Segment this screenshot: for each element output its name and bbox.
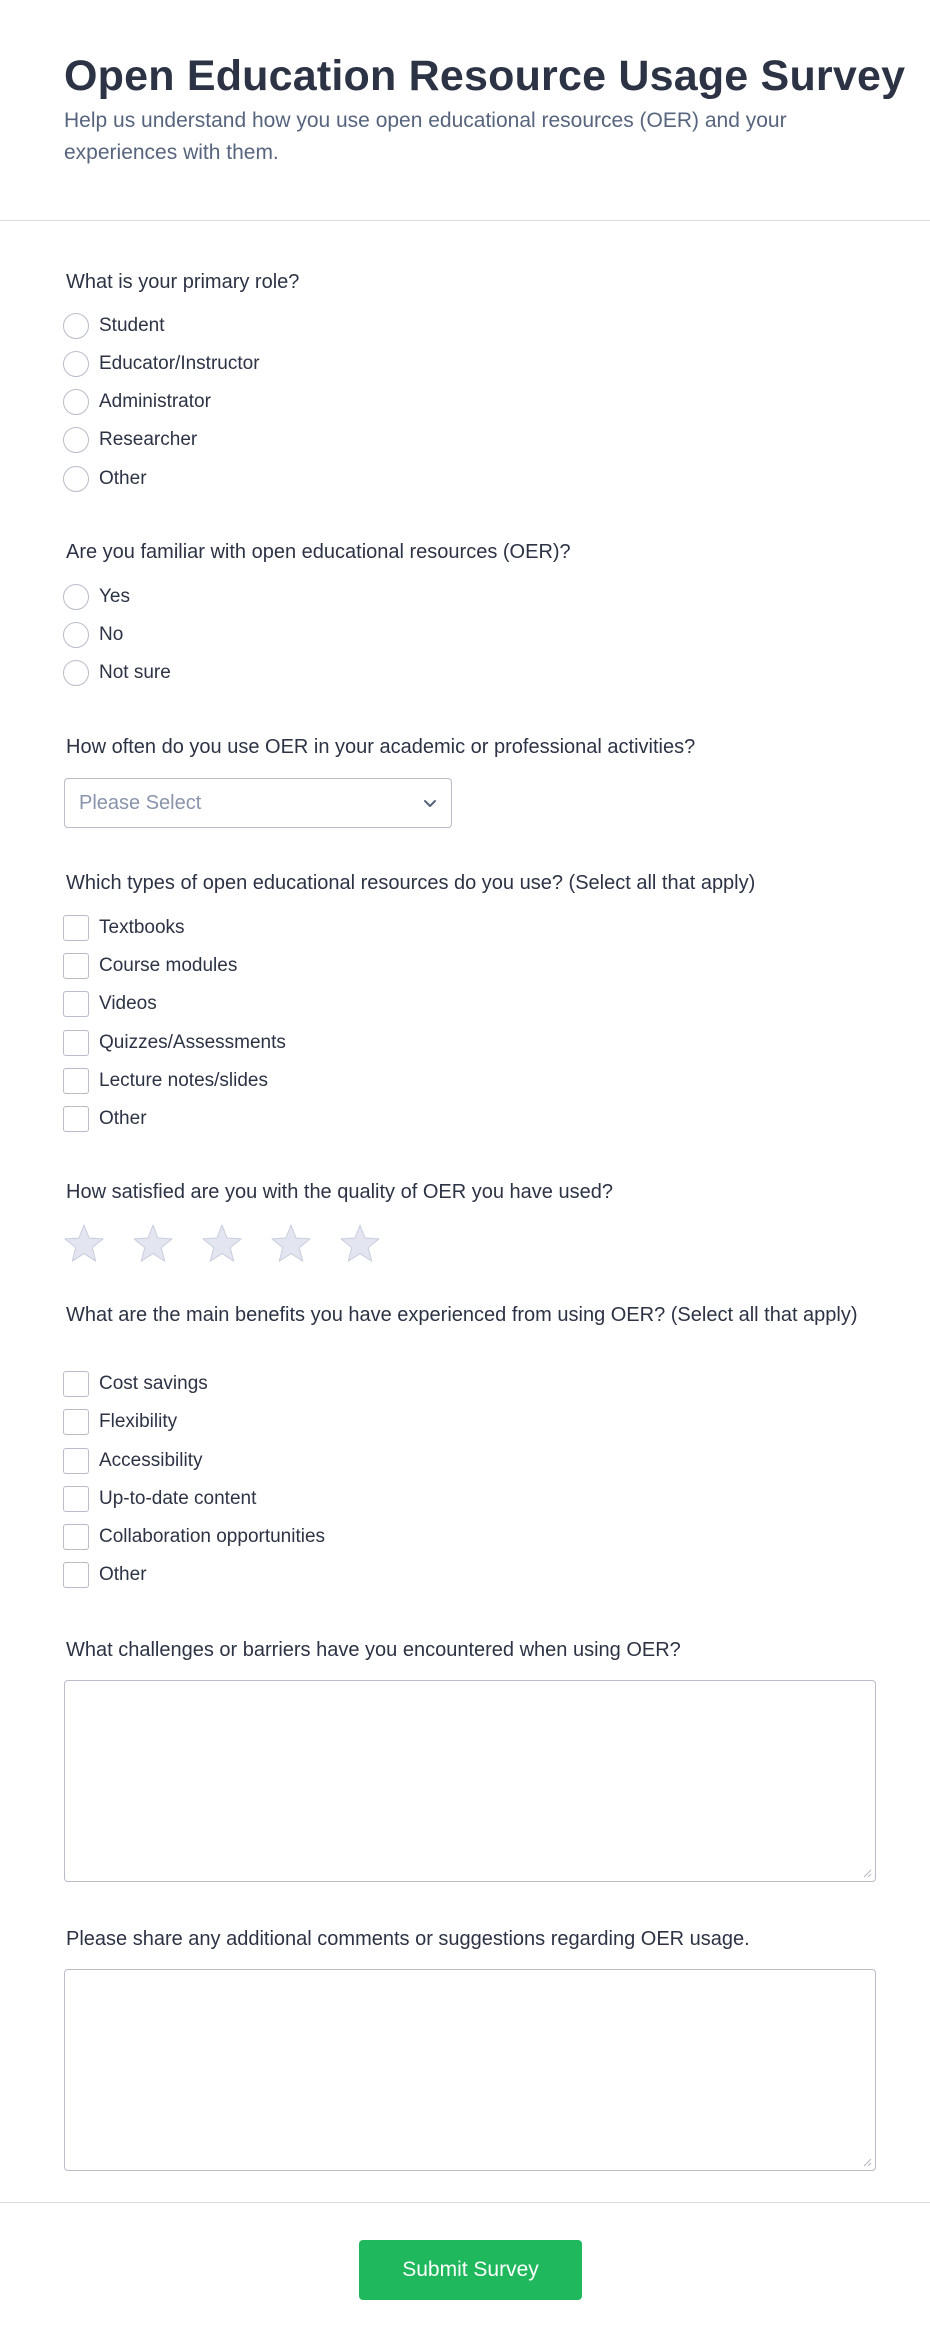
checkbox-option-cost-savings[interactable]	[63, 1370, 208, 1398]
form-footer	[0, 2202, 930, 2347]
star-icon[interactable]	[132, 1223, 174, 1265]
radio-option-label: Educator/Instructor	[99, 353, 260, 374]
star-icon[interactable]	[339, 1223, 381, 1265]
question-frequency: How often do you use OER in your academic or professional activities?	[66, 736, 696, 758]
checkbox[interactable]	[63, 1486, 89, 1512]
checkbox-option-label: Flexibility	[99, 1411, 178, 1432]
radio-option-label: Not sure	[99, 662, 171, 683]
question-challenges: What challenges or barriers have you encountered when using OER?	[66, 1639, 681, 1661]
submit-survey-button[interactable]: Submit Survey	[359, 2240, 582, 2300]
resize-grip-icon[interactable]	[862, 1868, 872, 1878]
checkbox[interactable]	[63, 1409, 89, 1435]
radio-button[interactable]	[63, 351, 89, 377]
checkbox-option-label: Cost savings	[99, 1373, 208, 1394]
radio-option-student[interactable]	[63, 312, 165, 340]
checkbox-option-label: Lecture notes/slides	[99, 1070, 268, 1091]
radio-option-label: Yes	[99, 586, 130, 607]
checkbox-option-benefits-other[interactable]	[63, 1561, 147, 1589]
radio-option-other[interactable]	[63, 465, 147, 493]
question-role: What is your primary role?	[66, 271, 300, 293]
star-icon[interactable]	[63, 1223, 105, 1265]
question-types: Which types of open educational resources do you use? (Select all that apply)	[66, 872, 756, 894]
checkbox[interactable]	[63, 953, 89, 979]
radio-option-label: No	[99, 624, 124, 645]
radio-option-educator[interactable]	[63, 350, 260, 378]
checkbox[interactable]	[63, 1106, 89, 1132]
radio-button[interactable]	[63, 466, 89, 492]
checkbox-option-quizzes[interactable]	[63, 1029, 286, 1057]
checkbox-option-label: Other	[99, 1564, 147, 1585]
star-rating	[63, 1223, 403, 1265]
radio-button[interactable]	[63, 427, 89, 453]
checkbox-option-lecture-notes[interactable]	[63, 1067, 268, 1095]
checkbox-option-other[interactable]	[63, 1105, 147, 1133]
radio-button[interactable]	[63, 389, 89, 415]
checkbox-option-accessibility[interactable]	[63, 1447, 202, 1475]
radio-button[interactable]	[63, 584, 89, 610]
radio-option-label: Student	[99, 315, 165, 336]
radio-button[interactable]	[63, 660, 89, 686]
checkbox-option-label: Textbooks	[99, 917, 185, 938]
checkbox-option-label: Quizzes/Assessments	[99, 1032, 286, 1053]
checkbox[interactable]	[63, 1524, 89, 1550]
checkbox-option-label: Course modules	[99, 955, 238, 976]
radio-option-yes[interactable]	[63, 583, 130, 611]
checkbox[interactable]	[63, 1562, 89, 1588]
radio-option-not-sure[interactable]	[63, 659, 171, 687]
checkbox-option-label: Other	[99, 1108, 147, 1129]
checkbox-option-collaboration[interactable]	[63, 1523, 325, 1551]
radio-button[interactable]	[63, 313, 89, 339]
checkbox-option-course-modules[interactable]	[63, 952, 237, 980]
question-comments: Please share any additional comments or suggestions regarding OER usage.	[66, 1928, 750, 1950]
dropdown-placeholder: Please Select	[79, 791, 202, 814]
challenges-textarea[interactable]	[64, 1680, 876, 1882]
star-icon[interactable]	[201, 1223, 243, 1265]
checkbox-option-up-to-date[interactable]	[63, 1485, 256, 1513]
chevron-down-icon	[421, 794, 439, 812]
checkbox[interactable]	[63, 991, 89, 1017]
radio-option-no[interactable]	[63, 621, 123, 649]
checkbox[interactable]	[63, 1448, 89, 1474]
checkbox-option-flexibility[interactable]	[63, 1408, 177, 1436]
form-subtitle: Help us understand how you use open educational resources (OER) and your experiences with them.	[64, 109, 787, 164]
star-icon[interactable]	[270, 1223, 312, 1265]
form-title: Open Education Resource Usage Survey	[64, 52, 906, 100]
radio-button[interactable]	[63, 622, 89, 648]
checkbox[interactable]	[63, 1371, 89, 1397]
checkbox[interactable]	[63, 1068, 89, 1094]
checkbox-option-label: Videos	[99, 993, 157, 1014]
radio-option-label: Administrator	[99, 391, 211, 412]
checkbox-option-label: Collaboration opportunities	[99, 1526, 326, 1547]
checkbox-option-label: Accessibility	[99, 1450, 203, 1471]
question-benefits: What are the main benefits you have experienced from using OER? (Select all that apply)	[66, 1304, 858, 1326]
checkbox-option-label: Up-to-date content	[99, 1488, 257, 1509]
checkbox[interactable]	[63, 1030, 89, 1056]
radio-option-label: Researcher	[99, 429, 198, 450]
form-header	[0, 0, 930, 221]
radio-option-label: Other	[99, 468, 147, 489]
radio-option-administrator[interactable]	[63, 388, 211, 416]
comments-textarea[interactable]	[64, 1969, 876, 2171]
resize-grip-icon[interactable]	[862, 2157, 872, 2167]
checkbox[interactable]	[63, 915, 89, 941]
checkbox-option-textbooks[interactable]	[63, 914, 185, 942]
radio-option-researcher[interactable]	[63, 426, 197, 454]
question-satisfaction: How satisfied are you with the quality of OER you have used?	[66, 1181, 613, 1203]
checkbox-option-videos[interactable]	[63, 990, 157, 1018]
frequency-dropdown[interactable]	[64, 778, 452, 828]
question-familiarity: Are you familiar with open educational resources (OER)?	[66, 541, 571, 563]
